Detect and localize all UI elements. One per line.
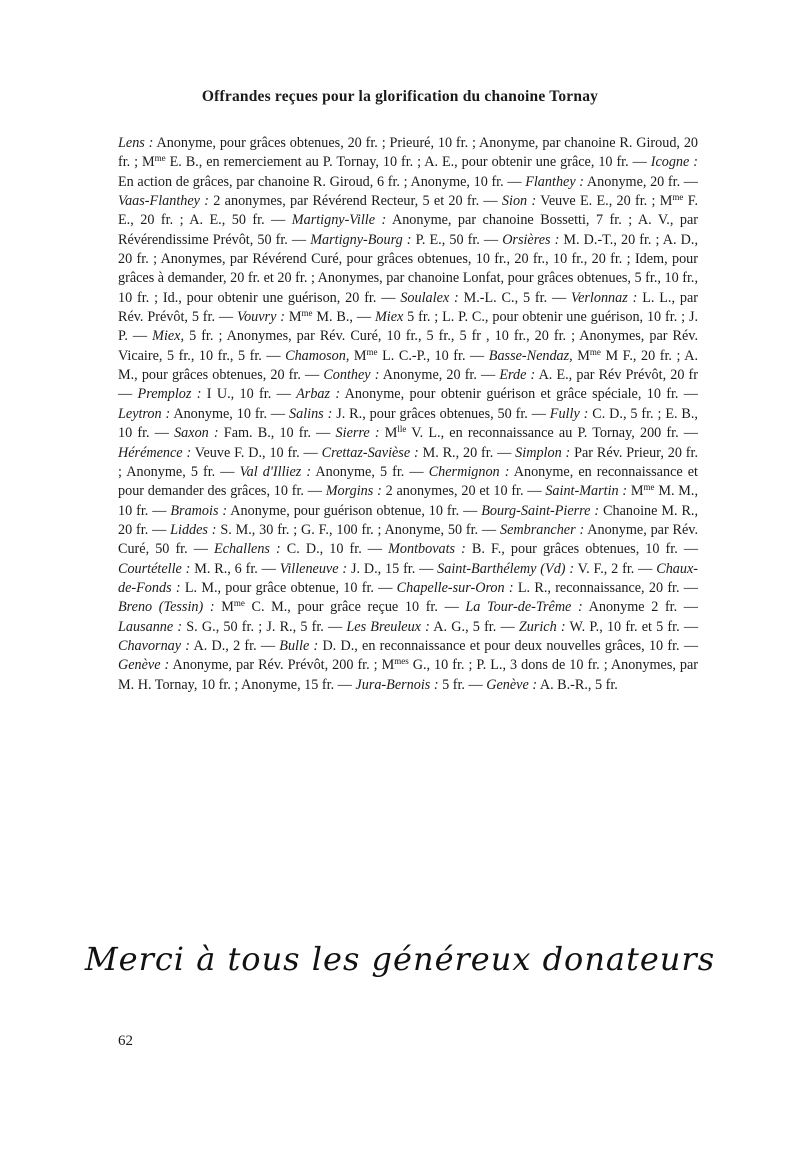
donation-text: 5 fr. ; L. P. C., pour obtenir une guérison, 10 fr. ; J. P. — [118,309,699,345]
place-name: Saxon : [174,425,219,442]
place-name: Conthey : [323,367,380,384]
donation-text: En action de grâces, par chanoine R. Giroud, 6 fr. ; Anonyme, 10 fr. — [118,173,526,190]
place-name: Vouvry : [236,309,285,326]
donation-text: L. C.-P., 10 fr. — [377,347,489,364]
donation-text: L. M., pour grâce obtenue, 10 fr. — [180,579,397,596]
donation-text: 5 fr. — [438,676,487,693]
donation-text: L. L., par Rév. Prévôt, 5 fr. — [118,289,698,326]
place-name: Bramois : [170,502,228,519]
title-abbrev-sup: me [366,346,378,357]
donation-text: M [572,347,590,364]
place-name: Courtételle : [118,560,191,577]
donation-text: Veuve F. D., 10 fr. — [191,444,322,461]
place-name: Sierre : [335,425,380,442]
donation-text: Anonyme 2 fr. — [582,599,698,616]
place-name: Saint-Martin : [545,483,628,500]
donation-text: F. E., 20 fr. ; A. E., 50 fr. — [118,193,698,229]
donation-text: L. R., reconnaissance, 20 fr. — [513,579,698,596]
donation-text: A. B.-R., 5 fr. [537,676,618,693]
donation-text: E. B., en remerciement au P. Tornay, 10 fr. ; A. E., pour obtenir une grâce, 10 fr. — [165,154,651,171]
title-abbrev-sup: me [301,308,313,319]
place-name: La Tour-de-Trême : [465,599,583,616]
donation-text: A. D., 2 fr. — [190,637,280,654]
place-name: Martigny-Ville : [291,212,387,229]
closing-thanks: Merci à tous les généreux donateurs [84,940,716,978]
place-name: Vaas-Flanthey : [118,193,209,210]
donation-text: D. D., en reconnaissance et pour deux nouvelles grâces, 10 fr. — [318,637,699,654]
place-name: Genève : [118,657,170,674]
donation-text: M. R., 6 fr. — [190,560,280,577]
donation-text: C. D., 5 fr. ; E. B., 10 fr. — [118,405,698,442]
donation-text: Chanoine M. R., 20 fr. — [118,502,699,538]
donation-text: M [627,483,644,500]
place-name: Morgins : [325,483,382,500]
place-name: Salins : [289,405,333,422]
place-name: Sembrancher : [499,521,585,538]
page-title: Offrandes reçues pour la glorification du chanoine Tornay [201,88,599,105]
place-name: Montbovats : [388,541,466,558]
donation-text: 5 fr. ; Anonymes, par Rév. Curé, 10 fr., 5 fr., 5 fr , 10 fr., 20 fr. ; Anonymes, par Rév. Vicaire, 5 fr., 10 fr., 5 fr. — [118,328,698,364]
place-name: Hérémence : [118,444,192,461]
place-name: Simplon : [515,444,571,461]
donation-text: P. E., 50 fr. — [411,231,503,248]
place-name: Sion : [501,193,537,210]
donation-text: Anonyme, par Rév. Curé, 50 fr. — [118,521,699,558]
donation-text: I U., 10 fr. — [201,386,297,403]
donation-text: Anonyme, 20 fr. — [584,173,698,190]
donation-text: Anonyme, 20 fr. — [379,367,500,384]
donation-text: A. G., 5 fr. — [429,618,519,635]
donation-text: M. R., 20 fr. — [418,444,516,461]
place-name: Basse-Nendaz, [488,347,573,364]
title-abbrev-sup: me [672,192,684,203]
place-name: Breno (Tessin) : [118,599,215,616]
place-name: Chamoson, [285,347,350,364]
donation-text: M [349,347,367,364]
place-name: Icogne : [650,154,698,171]
place-name: Bourg-Saint-Pierre : [481,502,600,519]
place-name: Martigny-Bourg : [310,231,412,248]
donation-text: 2 anonymes, 20 et 10 fr. — [381,483,546,500]
donation-text: 2 anonymes, par Révérend Recteur, 5 et 20 fr. — [208,193,502,210]
donation-text: M.-L. C., 5 fr. — [458,289,572,306]
place-name: Crettaz-Savièse : [321,444,419,461]
place-name: Erde : [499,367,536,384]
place-name: Les Breuleux : [346,618,430,635]
donation-text: A. E., par Rév Prévôt, 20 fr — [118,367,698,403]
donations-paragraph [118,134,698,695]
donation-text: Anonyme, en reconnaissance et pour demander des grâces, 10 fr. — [118,463,698,500]
donation-text: J. R., pour grâces obtenues, 50 fr. — [332,405,550,422]
donation-text: M [379,425,398,442]
donation-text: Anonyme, pour obtenir guérison et grâce spéciale, 10 fr. — [340,386,698,403]
donation-text: Anonyme, 10 fr. — [170,405,290,422]
title-abbrev-sup: me [589,346,601,357]
donation-text: G., 10 fr. ; P. L., 3 dons de 10 fr. ; Anonymes, par M. H. Tornay, 10 fr. ; Anonyme, 15 fr. — [118,657,698,693]
page-number: 62 [118,1033,133,1049]
place-name: Fully : [549,405,589,422]
donation-text: M F., 20 fr. ; A. M., pour grâces obtenues, 20 fr. — [118,347,698,384]
place-name: Chavornay : [118,637,191,654]
title-abbrev-sup: me [643,482,655,493]
place-name: Miex [374,309,404,326]
place-name: Echallens : [213,541,281,558]
place-name: Leytron : [118,405,171,422]
donation-text: C. M., pour grâce reçue 10 fr. — [244,599,466,616]
place-name: Bulle : [279,637,319,654]
place-name: Flanthey : [525,173,585,190]
donation-text: Anonyme, 5 fr. — [311,463,429,480]
place-name: Lausanne : [118,618,183,635]
place-name: Chaux-de-Fonds : [118,560,699,596]
place-name: Chapelle-sur-Oron : [396,579,514,596]
place-name: Orsières : [502,231,560,248]
donation-text: Anonyme, par chanoine Bossetti, 7 fr. ; A. V., par Révérendissime Prévôt, 50 fr. — [118,212,698,248]
donation-text: C. D., 10 fr. — [280,541,389,558]
donation-text: M [214,599,234,616]
donation-text: M. M., 10 fr. — [118,483,698,519]
place-name: Verlonnaz : [571,289,638,306]
donation-text: M. B., — [312,309,375,326]
donation-text: Anonyme, par Rév. Prévôt, 200 fr. ; M [169,657,395,674]
donation-text: W. P., 10 fr. et 5 fr. — [565,618,699,635]
place-name: Zurich : [518,618,566,635]
place-name: Arbaz : [296,386,341,403]
place-name: Saint-Barthélemy (Vd) : [437,560,575,577]
place-name: Val d'Illiez : [239,463,312,480]
place-name: Jura-Bernois : [355,676,439,693]
donation-text: Anonyme, pour guérison obtenue, 10 fr. — [227,502,482,519]
place-name: Soulalex : [400,289,459,306]
place-name: Chermignon : [428,463,510,480]
title-abbrev-sup: me [233,598,245,609]
donation-text: Veuve E. E., 20 fr. ; M [536,193,673,210]
title-abbrev-sup: me [154,153,166,164]
donation-text: Par Rév. Prieur, 20 fr. ; Anonyme, 5 fr. — [118,444,698,480]
place-name: Lens : [118,135,154,151]
donation-text: V. L., en reconnaissance au P. Tornay, 200 fr. — [406,425,698,442]
donation-text: S. G., 50 fr. ; J. R., 5 fr. — [182,618,347,635]
donation-text: V. F., 2 fr. — [574,560,657,577]
place-name: Premploz : [137,386,202,403]
place-name: Liddes : [170,521,217,538]
donation-text: Fam. B., 10 fr. — [218,425,336,442]
place-name: Villeneuve : [279,560,348,577]
donation-text: J. D., 15 fr. — [347,560,438,577]
donation-text: M. D.-T., 20 fr. ; A. D., 20 fr. ; Anonymes, par Révérend Curé, pour grâces obtenues, 10 fr., 20 fr., 10 fr., 20 fr. ; Idem, pour grâces à demander, 20 fr. et 20 fr. ; Anonymes, par chanoine Lonfat, pour grâces obtenues, 5 fr., 10 fr., 10 fr. ; Id., pour obtenir une guérison, 20 fr. — [118,231,698,306]
donation-text: S. M., 30 fr. ; G. F., 100 fr. ; Anonyme, 50 fr. — [216,521,500,538]
title-abbrev-sup: lle [397,424,407,435]
title-abbrev-sup: mes [394,656,409,667]
donation-text: M [285,309,302,326]
donation-text: Anonyme, pour grâces obtenues, 20 fr. ; Prieuré, 10 fr. ; Anonyme, par chanoine R. Giroud, 20 fr. ; M [118,135,699,171]
donation-text: B. F., pour grâces obtenues, 10 fr. — [465,541,699,558]
place-name: Genève : [486,676,538,693]
place-name: Miex, [152,328,185,345]
